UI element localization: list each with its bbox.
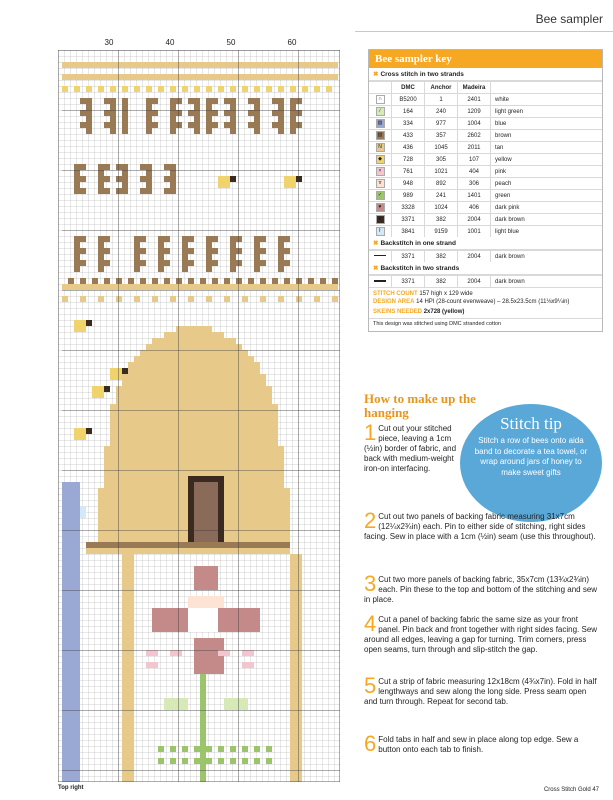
key-title: Bee sampler key	[369, 50, 602, 68]
tip-title: Stitch tip	[500, 414, 562, 433]
thread-swatch: ▧	[376, 119, 385, 128]
chart-caption: Top right	[58, 785, 84, 791]
thread-table-header	[369, 82, 602, 94]
step-5: 5 Cut a strip of fabric measuring 12x18cm (4¾x7in). Fold in half lengthways and sew along the long side. Press seam open and turn through. Repeat for second tab.	[364, 673, 597, 706]
col-anchor: Anchor	[425, 82, 458, 94]
thread-rows	[369, 94, 602, 238]
sampler-key	[368, 49, 603, 332]
col-number: 40	[165, 38, 175, 47]
step-1: 1 Cut out your stitched piece, leaving a 1cm (½in) border of fabric, and back with medium-weight iron-on interfacing.	[364, 420, 457, 473]
step-6: 6 Fold tabs in half and sew in place along top edge. Sew a button onto each tab to finish.	[364, 731, 579, 756]
key-section-backstitch-two: ✖ Backstitch in two strands	[369, 262, 602, 275]
thread-swatch: ŀ	[376, 227, 385, 236]
thread-row: ◆ 728 305 107 yellow	[369, 154, 602, 166]
col-madeira: Madeira	[458, 82, 491, 94]
thread-row: N 436 1045 2011 tan	[369, 142, 602, 154]
thread-swatch: N	[376, 143, 385, 152]
running-head: Bee sampler	[535, 12, 603, 26]
col-dmc: DMC	[392, 82, 425, 94]
thread-row: ♥ 3328 1024 406 dark pink	[369, 202, 602, 214]
thread-row: ▧ 334 977 1004 blue	[369, 118, 602, 130]
thread-table	[369, 81, 602, 237]
backstitch-one-row: 3371 382 2004 dark brown	[369, 251, 602, 263]
step-2: 2 Cut out two panels of backing fabric measuring 31x7cm (12¼x2¾in) each. Pin to either side of stitching, right sides facing. Sew in place with a 1cm (½in) seam (use this throughout).	[364, 508, 596, 541]
thread-swatch: ■	[376, 215, 385, 224]
col-number: 60	[287, 38, 297, 47]
thread-swatch: ×	[376, 167, 385, 176]
chart-column-numbers	[60, 38, 340, 50]
thread-swatch: ◆	[376, 155, 385, 164]
thread-row: ŀ 3841 9159 1001 light blue	[369, 226, 602, 238]
col-number: 30	[104, 38, 114, 47]
header-rule	[355, 31, 613, 32]
stitch-tip	[460, 404, 602, 522]
key-note: This design was stitched using DMC stranded cotton	[369, 318, 602, 331]
folio: Cross Stitch Gold 47	[543, 787, 599, 793]
thread-row: ▨ 433 357 2602 brown	[369, 130, 602, 142]
cross-icon: ✖	[373, 240, 379, 247]
step-4: 4 Cut a panel of backing fabric the same size as your front panel. Pin back and front together with right sides facing. Sew around all edges, leaving a gap for turning. Trim corners, press open seams, turn through and slip-stitch the gap.	[364, 611, 598, 654]
backstitch-line-icon	[374, 255, 386, 256]
tip-body: Stitch a row of bees onto aida band to decorate a tea towel, or wrap around jars of honey to make sweet gifts	[474, 436, 588, 477]
thread-swatch: ɤ	[376, 179, 385, 188]
thread-row: ɤ 948 892 306 peach	[369, 178, 602, 190]
key-specs: STITCH COUNT 157 high x 129 wide DESIGN AREA 14 HPI (28-count evenweave) – 28.5x23.5cm (11⅛x9¼in) SKEINS NEEDED 2x728 (yellow)	[369, 287, 602, 318]
how-to-title: How to make up the hanging	[364, 391, 476, 420]
backstitch-two-row: 3371 382 2004 dark brown	[369, 276, 602, 288]
thread-row: ∕ 164 240 1209 light green	[369, 106, 602, 118]
key-section-cross: ✖ Cross stitch in two strands	[369, 68, 602, 81]
thread-row: ■ 3371 382 2004 dark brown	[369, 214, 602, 226]
thread-swatch: ▨	[376, 131, 385, 140]
cross-icon: ✖	[373, 71, 379, 78]
thread-swatch: ♥	[376, 203, 385, 212]
thread-swatch: ∕	[376, 107, 385, 116]
thread-swatch: ∩	[376, 95, 385, 104]
col-number: 50	[226, 38, 236, 47]
key-section-backstitch-one: ✖ Backstitch in one strand	[369, 237, 602, 250]
thread-row: × 761 1021 404 pink	[369, 166, 602, 178]
thread-row: ✓ 989 241 1401 green	[369, 190, 602, 202]
thread-swatch: ✓	[376, 191, 385, 200]
backstitch-line-icon	[374, 280, 386, 282]
cross-stitch-chart	[58, 50, 340, 782]
thread-row: ∩ B5200 1 2401 white	[369, 94, 602, 106]
step-3: 3 Cut two more panels of backing fabric, 35x7cm (13¾x2¾in) each. Pin these to the top and bottom of the stitching and sew in place.	[364, 571, 598, 604]
cross-icon: ✖	[373, 265, 379, 272]
